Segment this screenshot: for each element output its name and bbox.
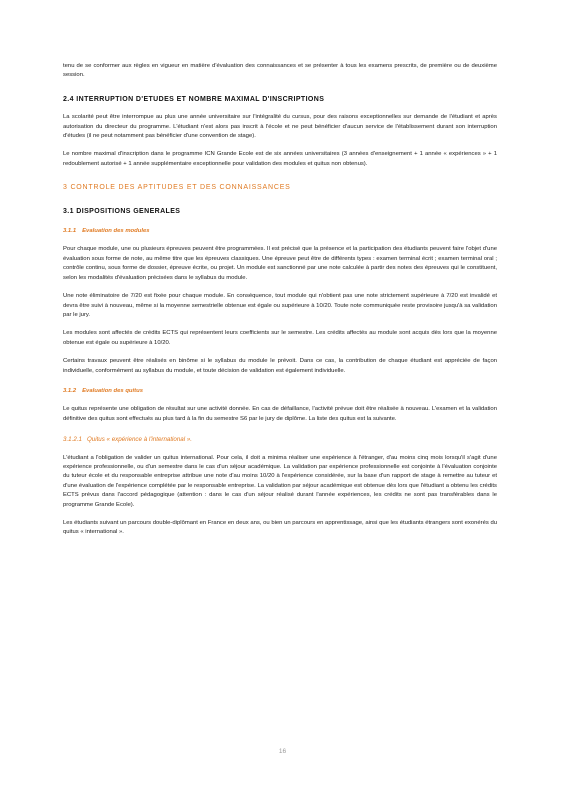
section-3-1-2-1-paragraph-2: Les étudiants suivant un parcours double-diplômant en France en deux ans, ou bien un parcours en apprentissage, ainsi que les étudiants étrangers sont exonérés du quitus « international ».: [63, 520, 497, 536]
section-3-1-1-paragraph-1: Pour chaque module, une ou plusieurs épreuves peuvent être programmées. Il est précisé que la présence et la participation des étudiants peuvent faire l'objet d'une évaluation sous forme de note, au même titre que les épreuves classiques. Une épreuve peut être de différents types : examen terminal écrit ; examen terminal oral ; contrôle continu, sous forme de dossier, épreuve écrite, ou projet. Un module est sanctionné par une note calculée à partir des notes des épreuves qui le constituent, selon les modalités d'évaluation précisées dans le syllabus du module.: [63, 246, 497, 281]
section-3-1-1-paragraph-4: Certains travaux peuvent être réalisés en binôme si le syllabus du module le prévoit. Dans ce cas, la contribution de chaque étudiant est appréciée de façon individuelle, conformément au syllabus du module, et toute décision de validation est également individuelle.: [63, 358, 497, 374]
intro-paragraph: tenu de se conformer aux règles en vigueur en matière d'évaluation des connaissances et se présenter à tous les examens prescrits, de première ou de deuxième session.: [63, 63, 497, 79]
section-2-4-paragraph-1: La scolarité peut être interrompue au plus une année universitaire sur l'intégralité du cursus, pour des raisons exceptionnelles sur demande de l'étudiant et après autorisation du directeur du programme. L'étudiant n'est alors pas inscrit à l'école et ne peut bénéficier d'aucun service de l'établissement durant son interruption d'études (il ne peut notamment pas bénéficier d'une convention de stage).: [63, 114, 497, 140]
section-3-heading: 3 CONTROLE DES APTITUDES ET DES CONNAISSANCES: [63, 184, 291, 192]
section-3-1-2-1-paragraph-1: L'étudiant a l'obligation de valider un quitus international. Pour cela, il doit a minima réaliser une expérience à l'étranger, d'au moins cinq mois lorsqu'il s'agit d'une expérience professionnelle, ou d'un semestre dans le cas d'un séjour académique. La validation par expérience professionnelle est conjointe à l'évaluation conjointe du tuteur école et du responsable entreprise attribue une note d'au moins 10/20 à l'expérience considérée, sur la base d'un rapport de stage à remettre au tuteur et d'une évaluation de l'expérience complétée par le responsable entreprise. La validation par séjour académique est obtenue dès lors que l'étudiant a obtenu les crédits ECTS prévus dans l'accord pédagogique (attention : dans le cas d'un séjour réalisé durant l'année expériences, les crédits ne sont pas transférables dans le programme Grande Ecole).: [63, 454, 497, 508]
section-3-1-1-paragraph-2: Une note éliminatoire de 7/20 est fixée pour chaque module. En conséquence, tout module qui n'obtient pas une note strictement supérieure à 7/20 est invalidé et devra être suivi à nouveau, même si la moyenne semestrielle obtenue est égale ou supérieure à 10/20. Toute note communiquée reste provisoire jusqu'à sa validation par le jury.: [63, 293, 497, 318]
section-3-1-heading: 3.1 DISPOSITIONS GENERALES: [63, 207, 181, 215]
section-3-1-2-title: Evaluation des quitus: [82, 387, 143, 394]
section-3-1-2-1-title: Quitus « expérience à l'international ».: [86, 436, 192, 444]
section-3-1-1-heading: [63, 227, 497, 236]
section-3-1-2-heading: [63, 387, 497, 396]
page-number: 16: [278, 748, 287, 755]
section-3-1-2-1-number: 3.1.2.1: [63, 436, 82, 444]
section-3-1-1-paragraph-3: Les modules sont affectés de crédits ECTS qui représentent leurs coefficients sur le semestre. Les crédits affectés au module sont acquis dès lors que la moyenne obtenue est égale ou supérieure à 10/20.: [63, 330, 497, 346]
section-3-1-2-1-heading: [63, 435, 497, 444]
section-2-4-heading: 2.4 INTERRUPTION D'ETUDES ET NOMBRE MAXIMAL D'INSCRIPTIONS: [63, 95, 325, 103]
section-3-1-2-number: 3.1.2: [63, 387, 77, 394]
section-3-1-2-paragraph-1: Le quitus représente une obligation de résultat sur une activité donnée. En cas de défaillance, l'activité prévue doit être réalisée à nouveau. L'examen et la validation définitive des quitus sont effectués au plus tard à la fin du semestre S6 par le jury de diplôme. La liste des quitus est la suivante.: [63, 406, 497, 422]
section-3-1-1-number: 3.1.1: [63, 228, 77, 235]
section-3-1-1-title: Evaluation des modules: [82, 228, 150, 235]
page-content: [63, 62, 497, 538]
section-2-4-paragraph-2: Le nombre maximal d'inscription dans le programme ICN Grande Ecole est de six années universitaires (3 années d'enseignement + 1 année « expériences » + 1 redoublement autorisé + 1 année supplémentaire exceptionnelle pour validation des modules et quitus non obtenus).: [63, 151, 497, 167]
